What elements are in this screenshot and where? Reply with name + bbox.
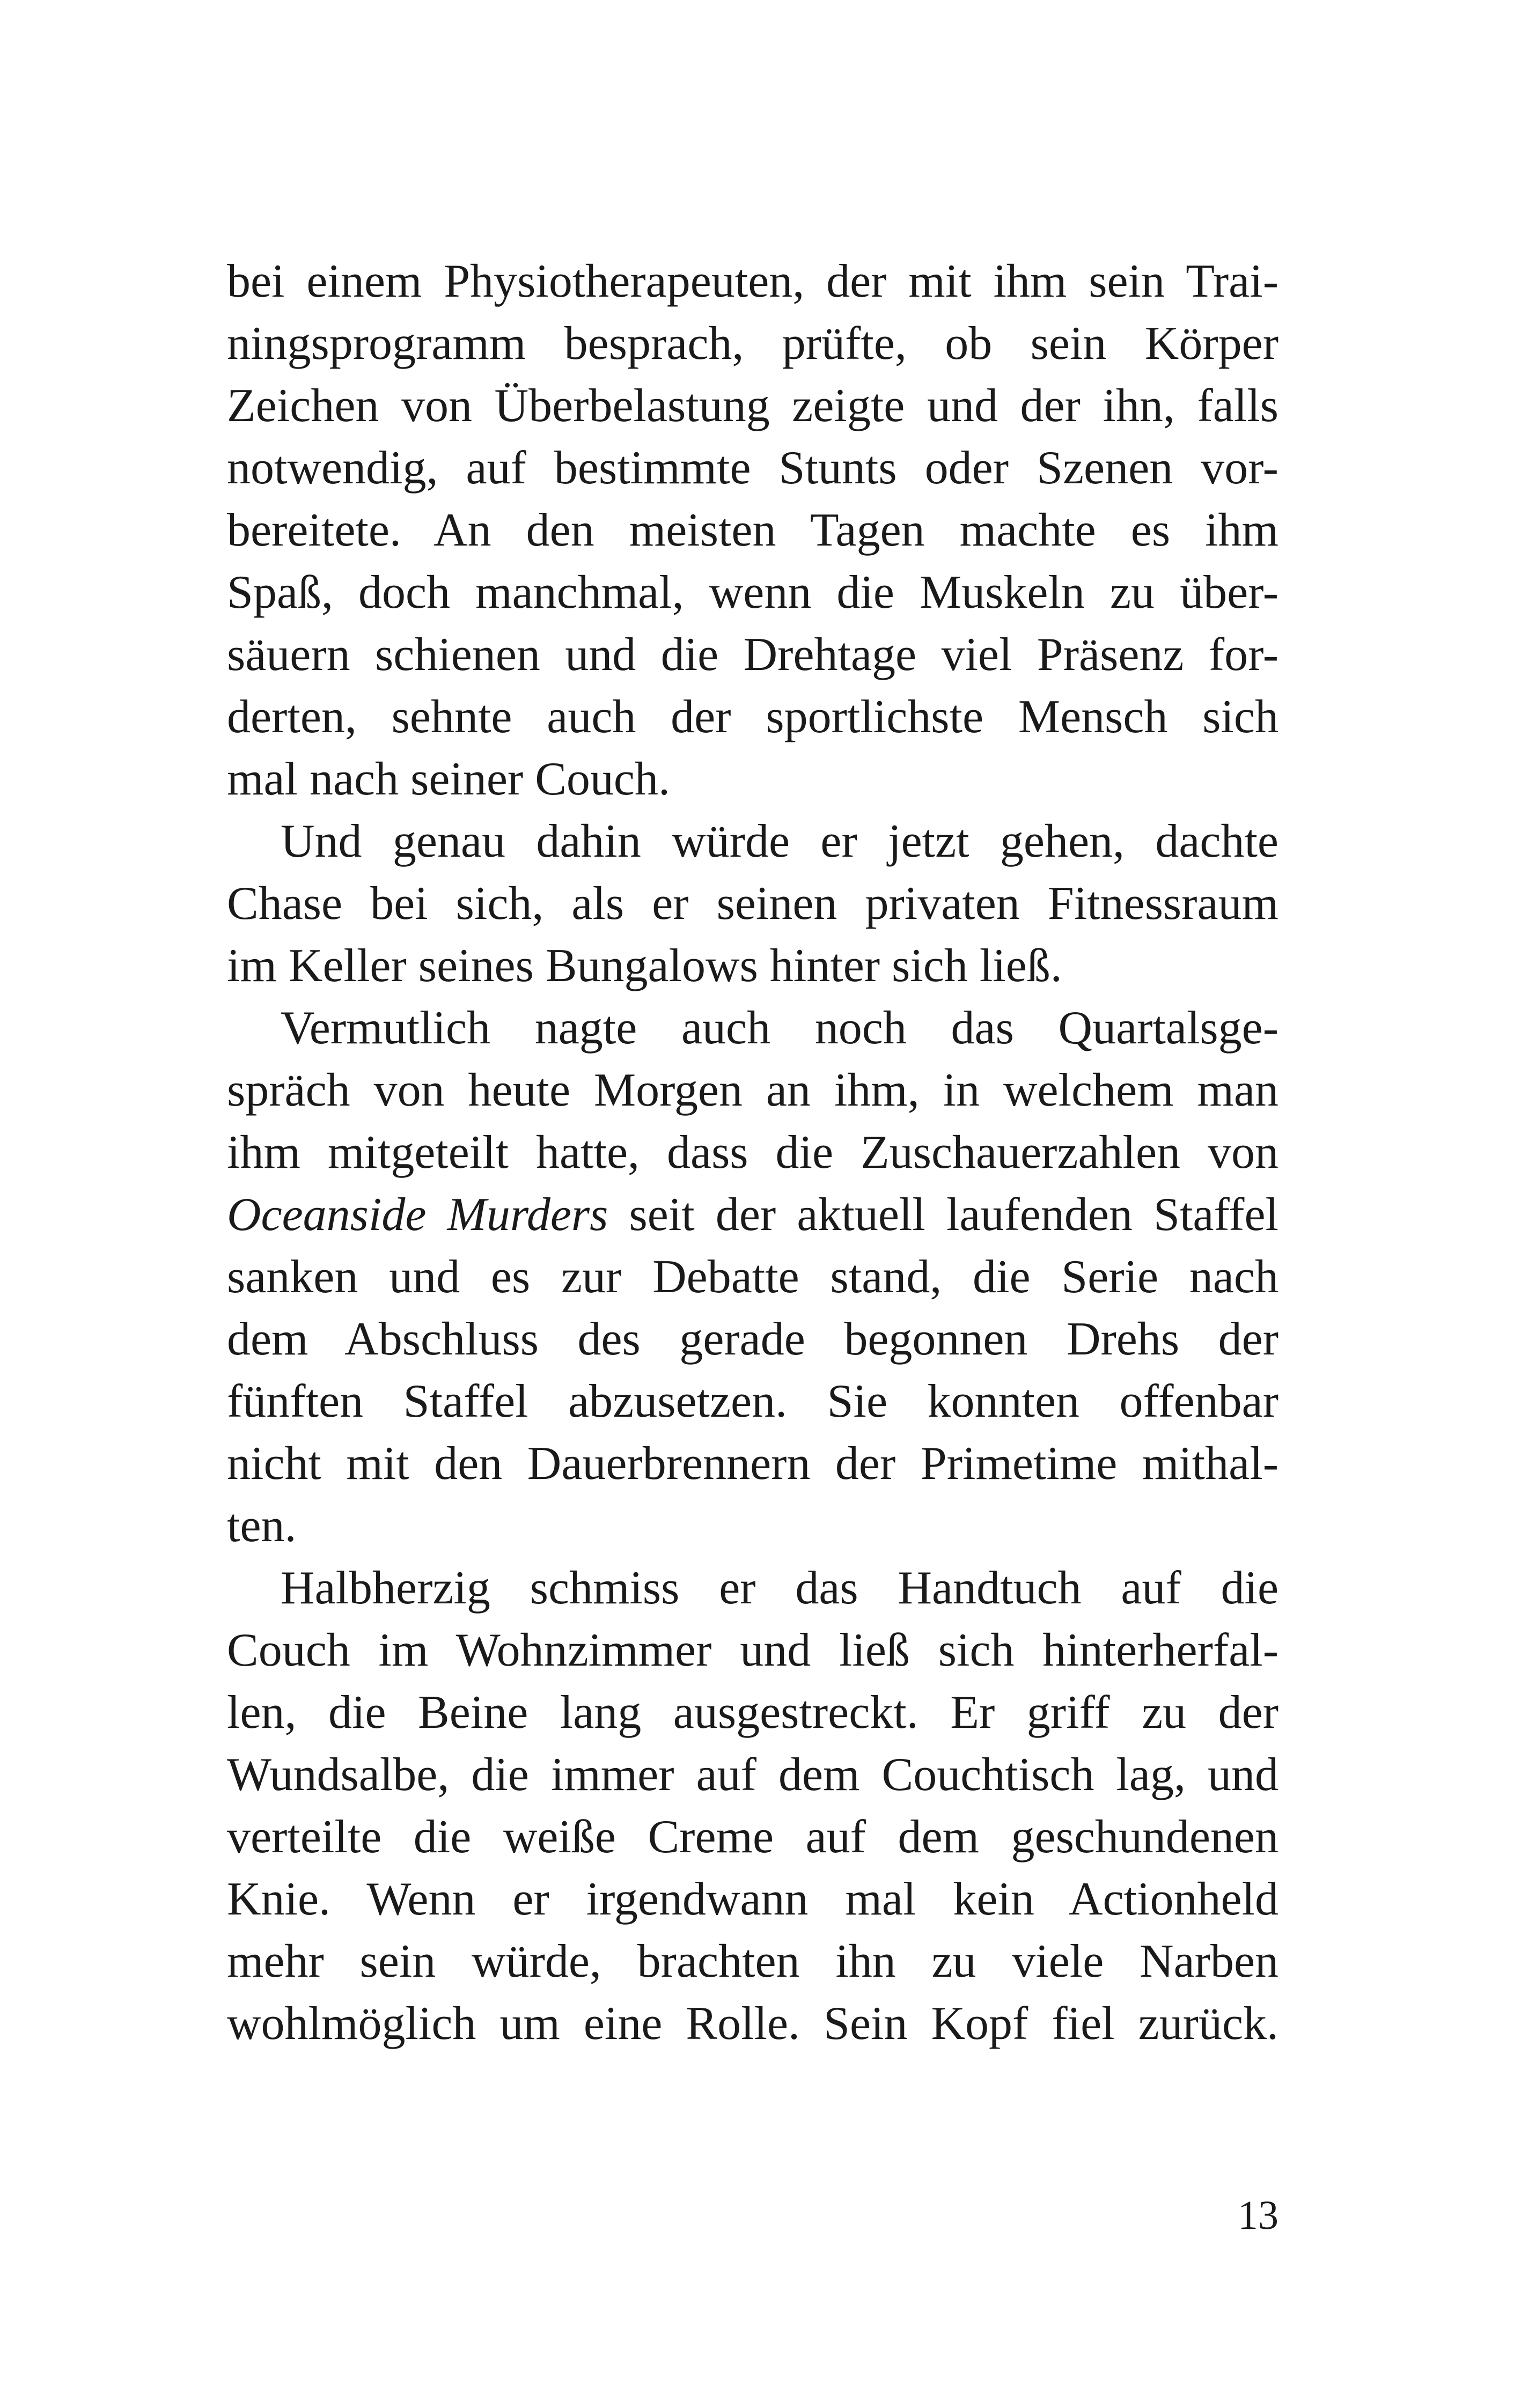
text-line: mal nach seiner Couch. — [227, 753, 670, 805]
text-line: Halbherzig schmiss er das Handtuch auf die — [281, 1562, 1278, 1614]
text-line: nicht mit den Dauerbrennern der Primetime mithal- — [227, 1438, 1278, 1490]
text-line: Zeichen von Überbelastung zeigte und der ihn, falls — [227, 380, 1278, 432]
text-line: dem Abschluss des gerade begonnen Drehs der — [227, 1313, 1278, 1365]
text-line: Wundsalbe, die immer auf dem Couchtisch lag, und — [227, 1749, 1278, 1801]
text-line: Chase bei sich, als er seinen privaten Fitnessraum — [227, 878, 1278, 930]
text-line-rest: seit der aktuell laufenden Staffel — [608, 1189, 1278, 1241]
text-line: notwendig, auf bestimmte Stunts oder Szenen vor- — [227, 442, 1278, 494]
text-line: im Keller seines Bungalows hinter sich ließ. — [227, 940, 1062, 992]
text-line: len, die Beine lang ausgestreckt. Er griff zu der — [227, 1687, 1278, 1739]
text-line: Knie. Wenn er irgendwann mal kein Actionheld — [227, 1873, 1278, 1925]
text-line: Und genau dahin würde er jetzt gehen, dachte — [281, 815, 1278, 867]
text-line: ihm mitgeteilt hatte, dass die Zuschauerzahlen von — [227, 1126, 1278, 1179]
text-line: Couch im Wohnzimmer und ließ sich hinterherfal- — [227, 1624, 1278, 1676]
text-line: Spaß, doch manchmal, wenn die Muskeln zu über- — [227, 566, 1278, 618]
series-title-italic: Oceanside Murders — [227, 1189, 608, 1241]
text-line: sanken und es zur Debatte stand, die Serie nach — [227, 1251, 1278, 1303]
page-number: 13 — [1238, 2193, 1278, 2238]
text-line: fünften Staffel abzusetzen. Sie konnten offenbar — [227, 1375, 1278, 1427]
text-line: derten, sehnte auch der sportlichste Mensch sich — [227, 691, 1278, 743]
text-line: säuern schienen und die Drehtage viel Präsenz for- — [227, 629, 1278, 681]
text-line: Vermutlich nagte auch noch das Quartalsge- — [281, 1002, 1278, 1054]
text-line: verteilte die weiße Creme auf dem geschundenen — [227, 1811, 1278, 1863]
text-line: ningsprogramm besprach, prüfte, ob sein Körper — [227, 318, 1278, 370]
text-line: ten. — [227, 1500, 297, 1552]
text-line: bei einem Physiotherapeuten, der mit ihm sein Trai- — [227, 255, 1278, 307]
text-line: spräch von heute Morgen an ihm, in welchem man — [227, 1064, 1278, 1116]
text-line: bereitete. An den meisten Tagen machte es ihm — [227, 504, 1278, 556]
text-line: wohlmöglich um eine Rolle. Sein Kopf fiel zurück. — [227, 1998, 1278, 2050]
text-line — [227, 1184, 1278, 1246]
text-line: mehr sein würde, brachten ihn zu viele Narben — [227, 1935, 1278, 1987]
body-text — [227, 251, 1278, 2055]
